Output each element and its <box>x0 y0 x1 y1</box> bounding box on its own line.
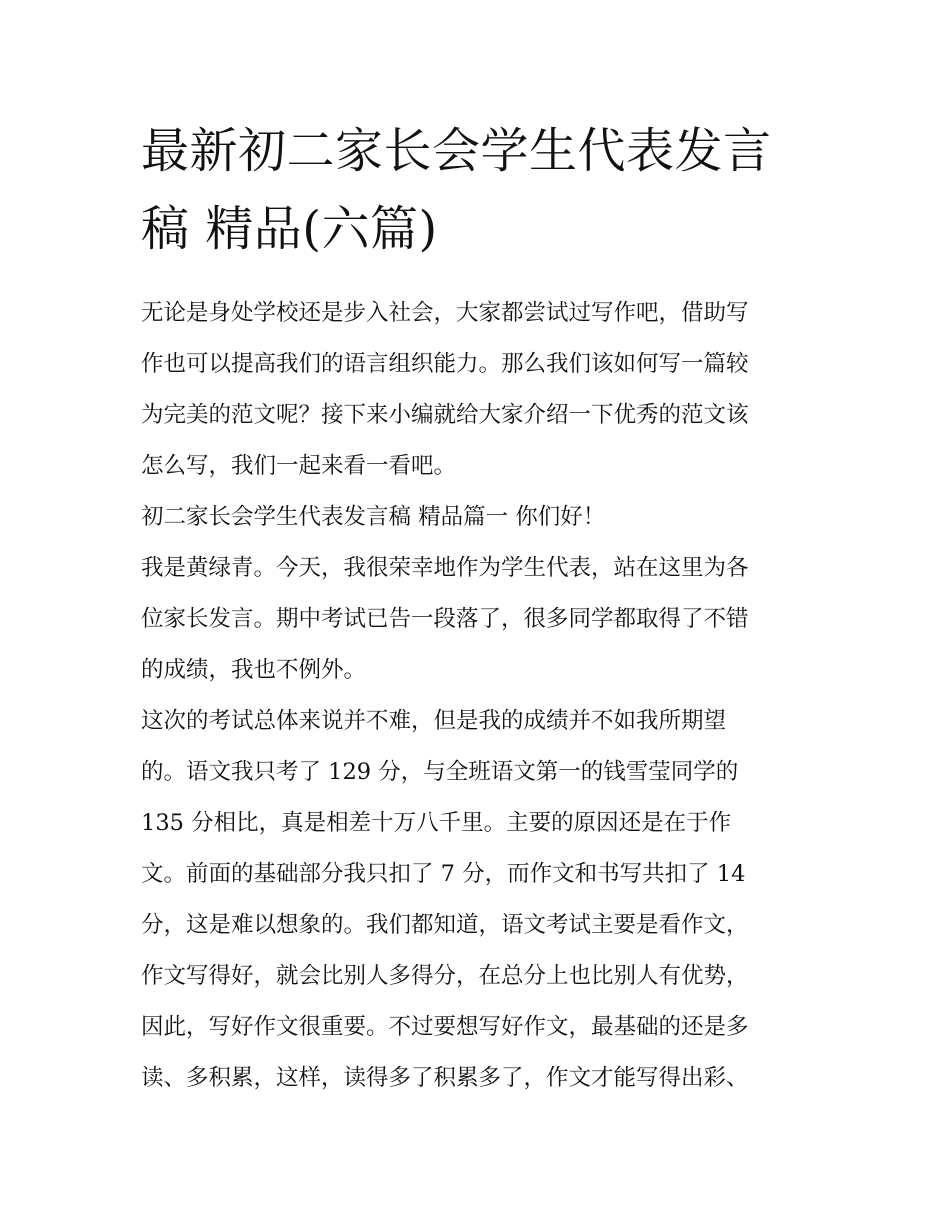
text-line: 为完美的范文呢？接下来小编就给大家介绍一下优秀的范文该 <box>141 402 749 428</box>
text-line: 这次的考试总体来说并不难，但是我的成绩并不如我所期望 <box>141 708 727 734</box>
text-line: 135 分相比，真是相差十万八千里。主要的原因还是在于作 <box>141 810 732 836</box>
text-line: 的。语文我只考了 129 分，与全班语文第一的钱雪莹同学的 <box>141 759 739 785</box>
text-line: 作也可以提高我们的语言组织能力。那么我们该如何写一篇较 <box>141 351 749 377</box>
text-line: 作文写得好，就会比别人多得分，在总分上也比别人有优势， <box>141 963 749 989</box>
text-line: 分，这是难以想象的。我们都知道，语文考试主要是看作文， <box>141 912 749 938</box>
document-body <box>141 288 813 1104</box>
text-line: 怎么写，我们一起来看一看吧。 <box>141 453 457 479</box>
text-line: 的成绩，我也不例外。 <box>141 657 367 683</box>
section-heading-line: 初二家长会学生代表发言稿 精品篇一 你们好！ <box>141 504 606 530</box>
document-title <box>141 112 813 268</box>
text-line: 文。前面的基础部分我只扣了 7 分，而作文和书写共扣了 14 <box>141 861 746 887</box>
text-line: 因此，写好作文很重要。不过要想写好作文，最基础的还是多 <box>141 1014 749 1040</box>
text-line: 位家长发言。期中考试已告一段落了，很多同学都取得了不错 <box>141 606 749 632</box>
title-line-2: 稿 精品(六篇) <box>141 201 438 257</box>
title-spacer <box>141 268 813 288</box>
title-line-1: 最新初二家长会学生代表发言 <box>141 123 772 179</box>
document-content <box>141 112 813 1104</box>
text-line: 读、多积累，这样，读得多了积累多了，作文才能写得出彩、 <box>141 1065 749 1091</box>
text-line: 无论是身处学校还是步入社会，大家都尝试过写作吧，借助写 <box>141 300 749 326</box>
text-line: 我是黄绿青。今天，我很荣幸地作为学生代表，站在这里为各 <box>141 555 749 581</box>
